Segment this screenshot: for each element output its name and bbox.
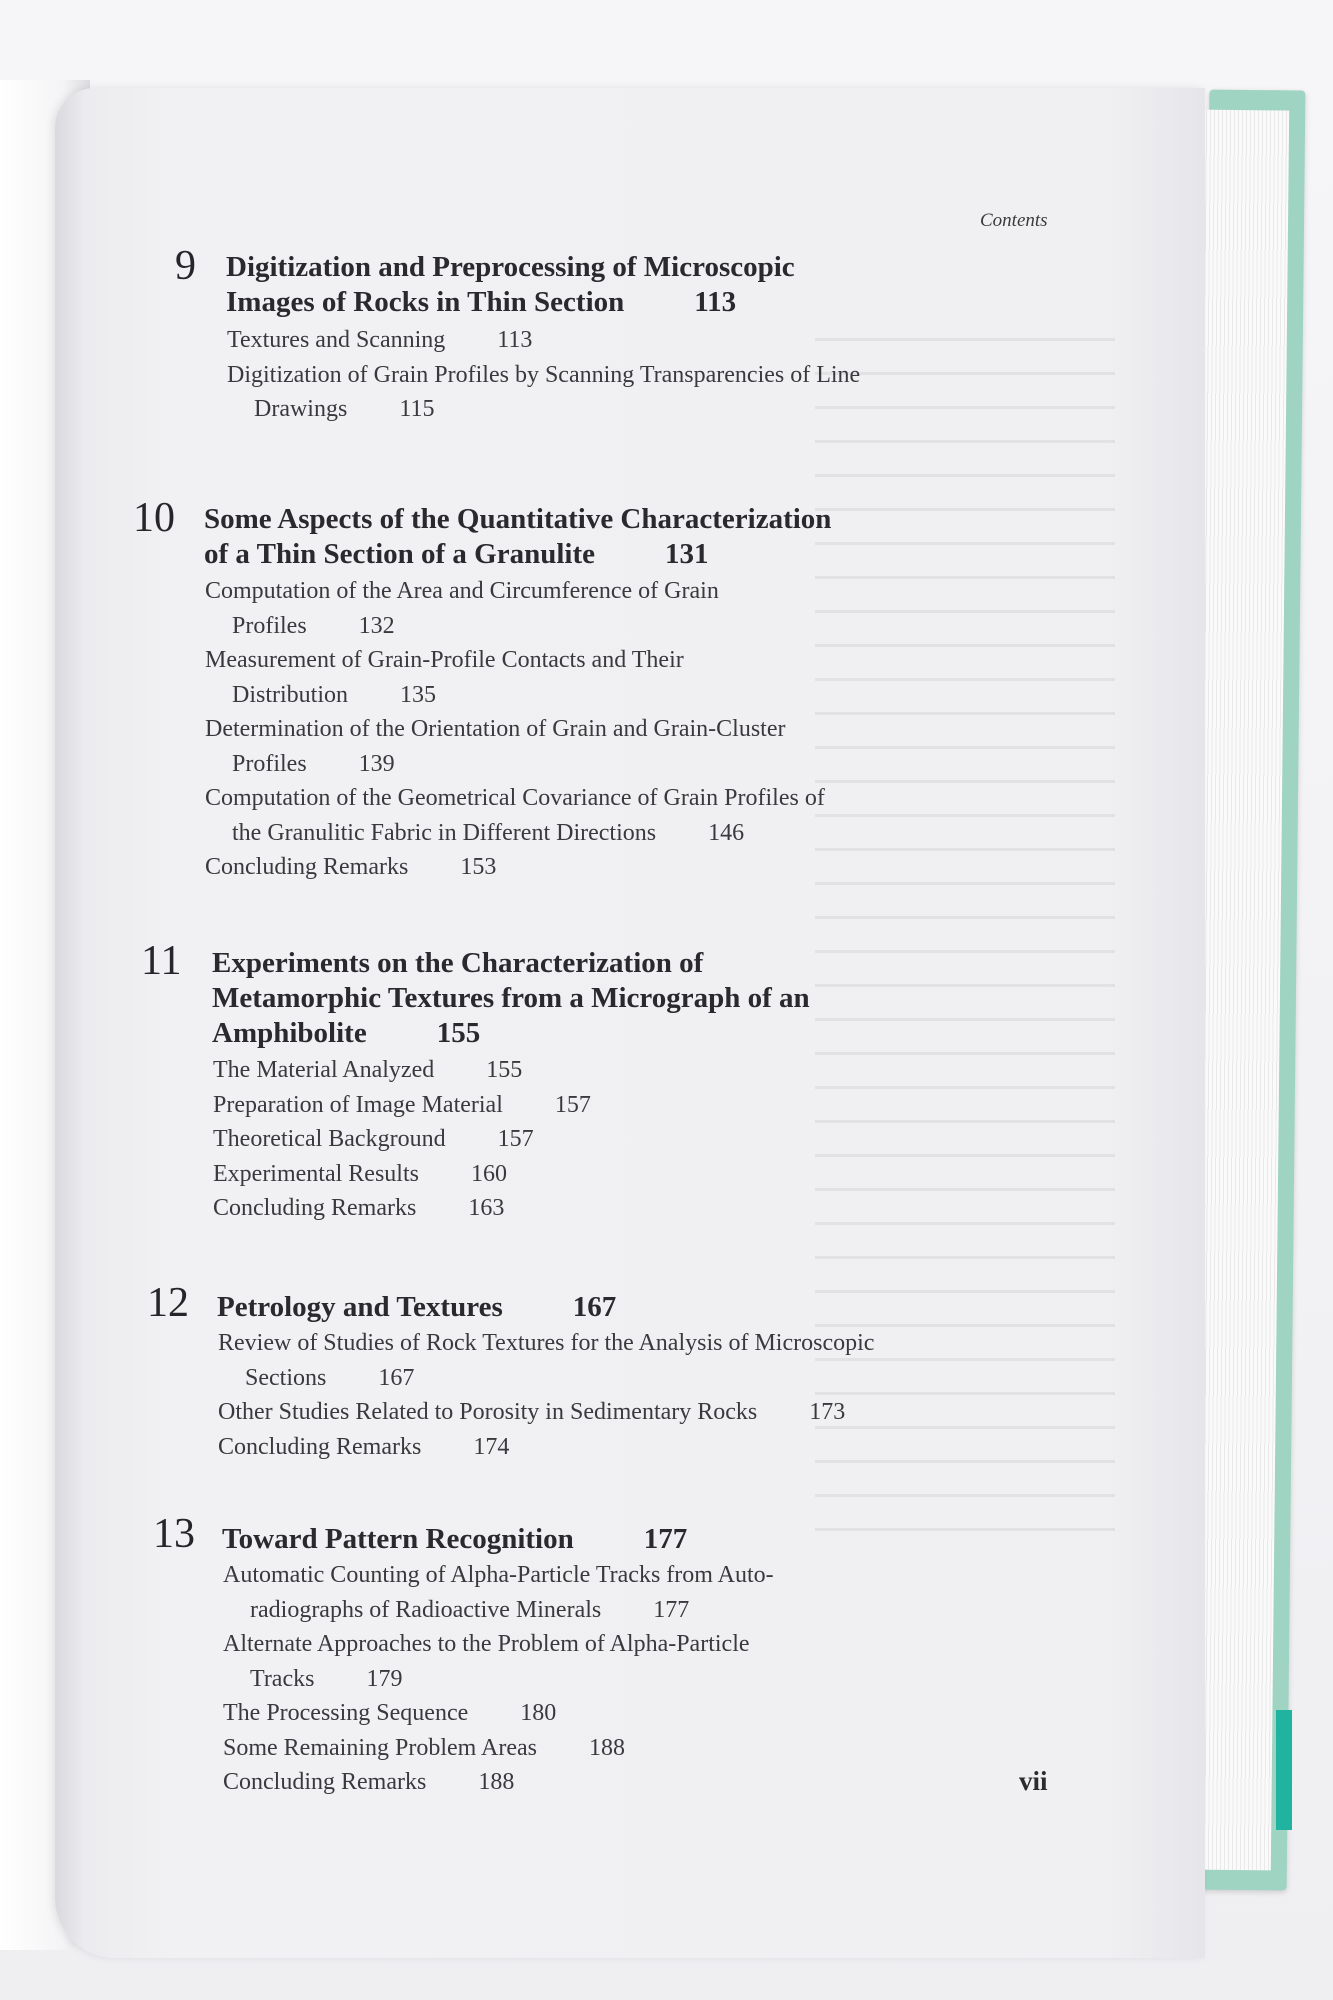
toc-entry [213, 1191, 591, 1226]
entry-page: 155 [486, 1057, 523, 1083]
running-head: Contents [980, 210, 1048, 231]
entry-title: Concluding Remarks [223, 1769, 427, 1795]
toc-entry: Computation of the Area and Circumference of Grain [205, 578, 719, 604]
chapter-title [222, 1522, 687, 1557]
title-line: Experiments on the Characterization of [212, 947, 704, 979]
chapter-title [226, 250, 795, 320]
toc-entry [223, 1765, 774, 1800]
toc-entry-continued [205, 678, 825, 713]
toc-entries [227, 323, 860, 427]
chapter-title [212, 946, 810, 1051]
entry-title: The Material Analyzed [213, 1057, 435, 1083]
chapter-page: 131 [665, 538, 709, 570]
title-text: Images of Rocks in Thin Section [226, 286, 625, 318]
title-text: Toward Pattern Recognition [222, 1523, 574, 1555]
toc-entry-continued [205, 816, 825, 851]
toc-entry: Automatic Counting of Alpha-Particle Tracks from Auto- [223, 1562, 774, 1588]
entry-title: Tracks [250, 1665, 315, 1692]
title-line: Digitization and Preprocessing of Microscopic [226, 251, 795, 283]
chapter-page: 167 [572, 1291, 617, 1323]
toc-entry-continued [205, 747, 825, 782]
chapter-title [217, 1290, 616, 1325]
entry-title: Textures and Scanning [227, 327, 446, 353]
title-line [226, 285, 795, 320]
chapter-number: 11 [141, 938, 182, 984]
title-line [217, 1290, 616, 1325]
entry-page: 188 [478, 1769, 515, 1795]
toc-entry-continued [223, 1593, 774, 1628]
entry-title: Profiles [232, 750, 307, 777]
entry-title: Theoretical Background [213, 1126, 446, 1152]
entry-page: 157 [554, 1091, 591, 1118]
toc-entry: Alternate Approaches to the Problem of Alpha-Particle [223, 1631, 750, 1657]
entry-page: 132 [358, 612, 395, 639]
toc-entry-continued [227, 392, 860, 427]
toc-entry [213, 1053, 591, 1088]
entry-page: 139 [358, 750, 395, 777]
chapter-number: 10 [133, 495, 175, 541]
chapter-page: 113 [694, 286, 737, 318]
entry-page: 115 [399, 396, 435, 422]
title-line: Metamorphic Textures from a Micrograph of an [212, 982, 810, 1014]
entry-title: Concluding Remarks [218, 1433, 422, 1460]
entry-page: 177 [653, 1596, 690, 1623]
toc-entry: Digitization of Grain Profiles by Scanning Transparencies of Line [227, 361, 861, 388]
entry-title: Other Studies Related to Porosity in Sedimentary Rocks [218, 1399, 758, 1425]
entry-title: Sections [245, 1364, 327, 1391]
title-text: Petrology and Textures [217, 1291, 503, 1323]
toc-entry [223, 1696, 774, 1731]
entry-title: The Processing Sequence [223, 1700, 469, 1726]
toc-entry [227, 323, 860, 358]
entry-page: 174 [473, 1433, 510, 1460]
entry-page: 167 [378, 1364, 415, 1391]
entry-page: 135 [400, 681, 437, 708]
chapter-page: 177 [643, 1523, 688, 1555]
toc-entry [213, 1122, 591, 1157]
title-line: Some Aspects of the Quantitative Characterization [204, 503, 832, 535]
title-text: of a Thin Section of a Granulite [204, 538, 595, 570]
entry-page: 157 [497, 1126, 534, 1152]
toc-entry-continued [223, 1662, 774, 1697]
entry-title: Some Remaining Problem Areas [223, 1734, 537, 1761]
entry-page: 113 [497, 327, 533, 353]
entry-title: Experimental Results [213, 1160, 419, 1187]
toc-entry [213, 1157, 591, 1192]
entry-page: 163 [468, 1195, 505, 1221]
entry-title: Profiles [232, 612, 307, 639]
toc-entry: Computation of the Geometrical Covariance of Grain Profiles of [205, 785, 825, 811]
toc-entry: Measurement of Grain-Profile Contacts and Their [205, 647, 684, 673]
toc-entry-continued [205, 609, 825, 644]
page-number: vii [1019, 1766, 1048, 1796]
title-line [212, 1016, 810, 1051]
toc-entry [218, 1395, 874, 1430]
entry-title: Concluding Remarks [205, 854, 409, 880]
entry-page: 179 [366, 1665, 403, 1692]
chapter-page: 155 [436, 1017, 481, 1049]
entry-page: 153 [460, 854, 497, 880]
toc-entry: Review of Studies of Rock Textures for the Analysis of Microscopic [218, 1330, 875, 1356]
entry-page: 146 [708, 819, 745, 846]
chapter-title [204, 502, 831, 572]
entry-title: Preparation of Image Material [213, 1091, 503, 1118]
toc-entries [223, 1558, 774, 1800]
title-text: Amphibolite [212, 1017, 367, 1049]
toc-entry [218, 1430, 874, 1465]
toc-entry: Determination of the Orientation of Grain and Grain-Cluster [205, 716, 786, 742]
chapter-number: 13 [153, 1511, 195, 1557]
chapter-number: 12 [147, 1280, 189, 1326]
entry-title: Concluding Remarks [213, 1195, 417, 1221]
entry-page: 188 [588, 1734, 625, 1761]
entry-title: Drawings [254, 396, 348, 422]
toc-entries [205, 574, 825, 885]
cover-accent [1276, 1710, 1292, 1830]
title-line [222, 1522, 687, 1557]
toc-entry [213, 1088, 591, 1123]
toc-entry [205, 850, 825, 885]
entry-title: radiographs of Radioactive Minerals [250, 1596, 602, 1623]
toc-entry-continued [218, 1361, 874, 1396]
toc-entry [223, 1731, 774, 1766]
entry-page: 160 [470, 1160, 507, 1187]
chapter-number: 9 [175, 243, 196, 289]
entry-page: 180 [520, 1700, 557, 1726]
entry-title: the Granulitic Fabric in Different Directions [232, 819, 657, 846]
entry-title: Distribution [232, 681, 349, 708]
entry-page: 173 [809, 1399, 846, 1425]
title-line [204, 537, 831, 572]
toc-entries [218, 1326, 874, 1464]
toc-entries [213, 1053, 591, 1226]
